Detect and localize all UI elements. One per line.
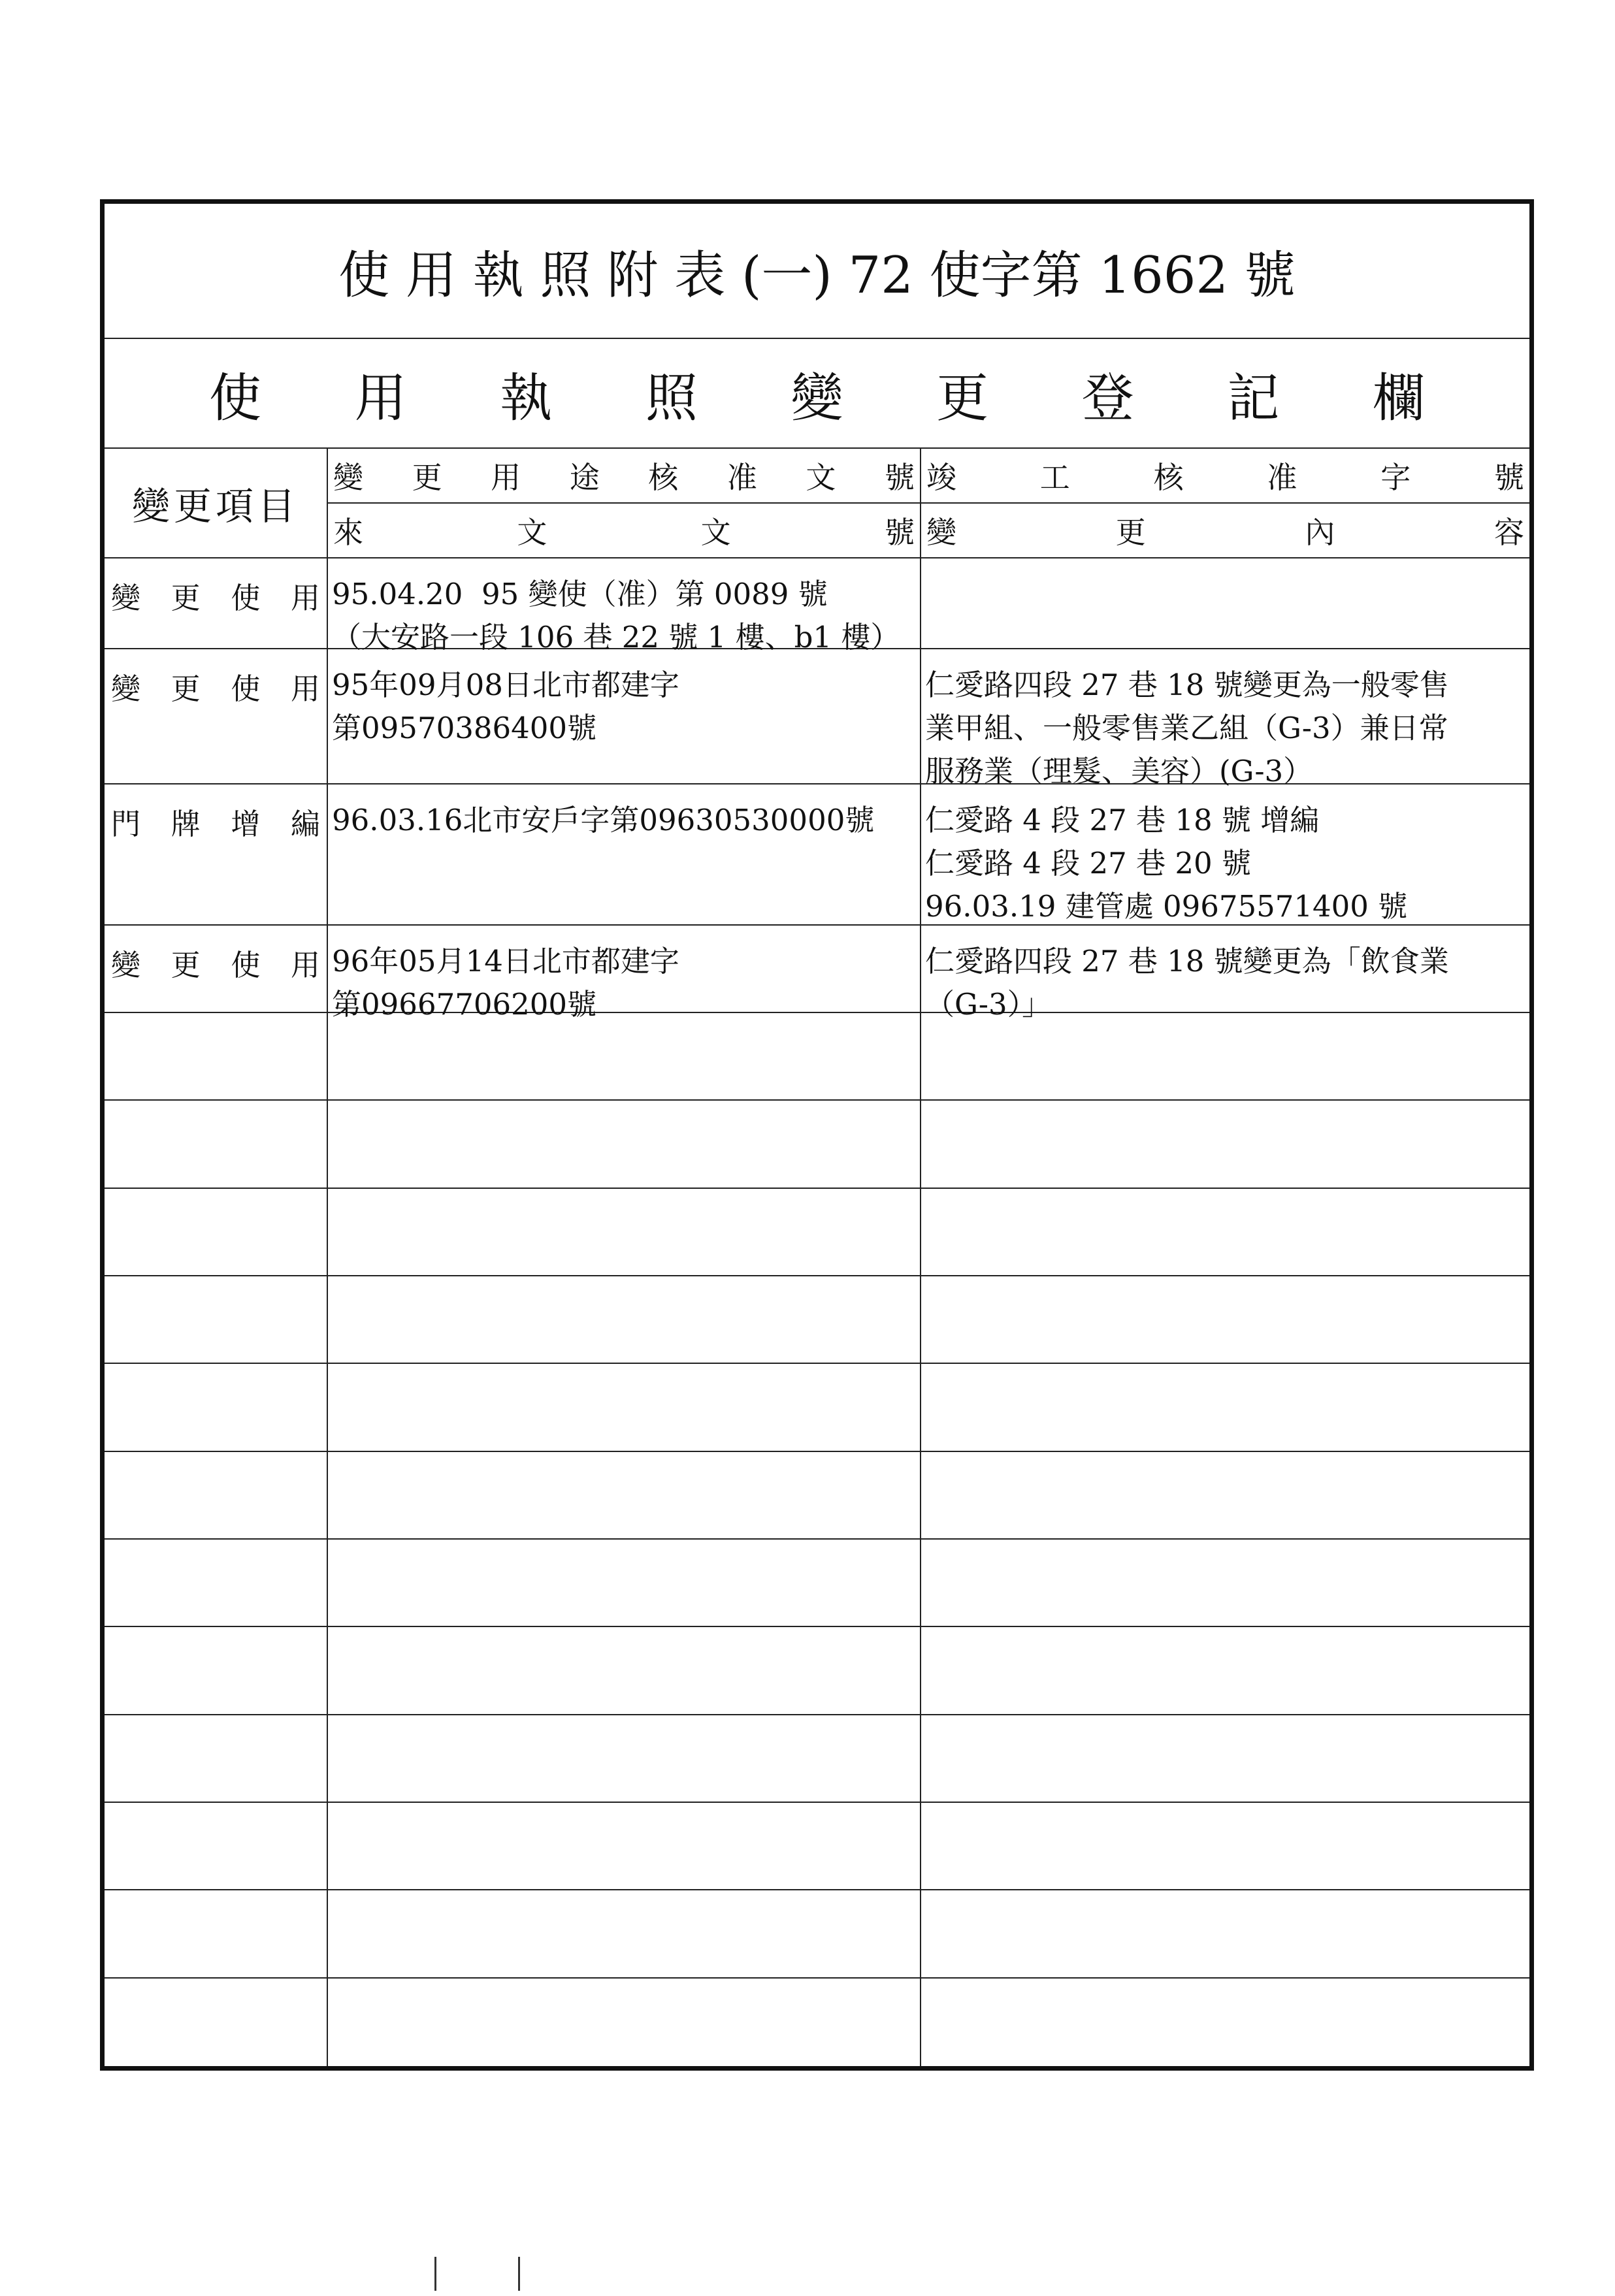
change-item-label: 變更項目 — [131, 484, 299, 528]
doc-number-token: 月 — [436, 944, 466, 978]
doc-number-cell — [328, 649, 921, 784]
empty-cell — [105, 1627, 328, 1715]
header-char: 容 — [1493, 515, 1524, 550]
empty-cell — [105, 1101, 328, 1188]
empty-cell — [105, 1276, 328, 1364]
change-content-header — [921, 504, 1529, 558]
doc-number-token: 7 — [436, 987, 455, 1022]
empty-cell — [105, 1452, 328, 1540]
change-content-line: 業甲組、一般零售業乙組（G-3）兼日常 — [925, 711, 1448, 745]
doc-number-token: 0 — [473, 987, 493, 1022]
empty-cell — [921, 1540, 1529, 1627]
doc-number-token: 95 — [332, 668, 370, 702]
change-item-char: 牌 — [171, 807, 201, 841]
empty-cell — [328, 1452, 921, 1540]
doc-number-token: 96.03.16北市安戶字第09630530000號 — [332, 803, 875, 837]
doc-number-token: （大安路一段 106 巷 22 號 1 樓、b1 樓） — [332, 620, 900, 655]
change-item-char: 使 — [231, 671, 261, 706]
incoming-doc-no-header — [328, 504, 921, 558]
change-content-cell — [921, 784, 1529, 926]
empty-cell — [328, 1540, 921, 1627]
change-item-cell — [105, 784, 328, 926]
change-item-char: 增 — [231, 807, 261, 841]
empty-cell — [105, 1979, 328, 2066]
empty-cell — [105, 1189, 328, 1276]
form-title-cell — [105, 204, 1529, 339]
empty-cell — [921, 1013, 1529, 1101]
change-item-cell — [105, 926, 328, 1013]
section-title-char: 使 — [209, 367, 261, 428]
header-char: 准 — [726, 460, 757, 495]
empty-cell — [328, 1364, 921, 1451]
doc-number-token: 96 — [332, 944, 370, 978]
change-content-cell — [921, 649, 1529, 788]
empty-cell — [921, 1276, 1529, 1364]
doc-number-line — [332, 707, 916, 750]
change-content-line: 服務業（理髮、美容）(G-3） — [925, 754, 1313, 788]
header-char: 號 — [884, 460, 915, 495]
doc-number-token: 年 — [369, 668, 399, 702]
change-item-char: 更 — [171, 948, 201, 982]
doc-number-token: 7 — [455, 987, 474, 1022]
change-content-cell — [921, 558, 1529, 649]
doc-number-cell — [328, 784, 921, 926]
change-content-cell — [921, 926, 1529, 1022]
doc-number-token: 0 — [548, 711, 568, 745]
header-char: 文 — [700, 515, 731, 550]
change-registration-form — [100, 199, 1534, 2071]
empty-cell — [921, 1452, 1529, 1540]
section-title — [209, 356, 1425, 431]
empty-cell — [328, 1979, 921, 2066]
doc-number-line — [332, 940, 916, 983]
change-item-cell — [105, 558, 328, 649]
empty-cell — [921, 1715, 1529, 1803]
empty-cell — [328, 1803, 921, 1890]
doc-number-token: 號 — [567, 711, 597, 745]
empty-cell — [328, 1627, 921, 1715]
empty-cell — [328, 1189, 921, 1276]
header-char: 文 — [806, 460, 836, 495]
change-item-char: 使 — [231, 948, 261, 982]
change-item-char: 更 — [171, 581, 201, 615]
approval-doc-no-header — [328, 449, 921, 504]
empty-cell — [921, 1189, 1529, 1276]
change-item-char: 門 — [111, 807, 141, 841]
change-item-cell — [105, 649, 328, 784]
header-char: 工 — [1039, 460, 1070, 495]
doc-number-cell — [328, 926, 921, 1022]
section-title-char: 更 — [936, 367, 989, 428]
section-title-char: 照 — [645, 367, 698, 428]
change-content-line: （G-3）」 — [925, 987, 1052, 1022]
header-char: 字 — [1380, 460, 1411, 495]
empty-cell — [328, 1013, 921, 1101]
doc-number-token: 日北市都建字 — [502, 668, 679, 702]
empty-cell — [105, 1540, 328, 1627]
empty-cell — [921, 1890, 1529, 1978]
empty-cell — [105, 1803, 328, 1890]
section-title-char: 欄 — [1373, 367, 1425, 428]
doc-number-token: 日北市都建字 — [502, 944, 679, 978]
empty-cell — [328, 1890, 921, 1978]
doc-number-token: 6 — [492, 987, 512, 1022]
section-title-char: 登 — [1081, 367, 1134, 428]
form-title: 使 用 執 照 附 表 (一) 72 使字第 1662 號 — [338, 246, 1296, 305]
empty-cell — [105, 1715, 328, 1803]
doc-number-token: 月 — [436, 668, 466, 702]
doc-number-token: 9 — [380, 711, 399, 745]
header-char: 更 — [1115, 515, 1146, 550]
doc-number-cell — [328, 558, 921, 655]
section-title-char: 用 — [354, 367, 407, 428]
doc-number-token: 0 — [361, 987, 380, 1022]
doc-number-token: 第 — [332, 711, 362, 745]
change-item-header — [105, 449, 328, 558]
header-char: 核 — [648, 460, 679, 495]
header-char: 號 — [1493, 460, 1524, 495]
empty-cell — [328, 1276, 921, 1364]
doc-number-token: 2 — [511, 987, 530, 1022]
header-char: 准 — [1267, 460, 1297, 495]
doc-number-token: 08 — [465, 668, 503, 702]
header-char: 號 — [884, 515, 915, 550]
doc-number-token: 7 — [417, 711, 436, 745]
doc-number-token: 0 — [529, 711, 549, 745]
header-char: 來 — [333, 515, 363, 550]
change-content-line: 仁愛路四段 27 巷 18 號變更為一般零售 — [925, 668, 1449, 702]
header-char: 內 — [1305, 515, 1335, 550]
doc-number-token: 0 — [548, 987, 568, 1022]
doc-number-token: 6 — [399, 987, 417, 1022]
header-char: 變 — [333, 460, 363, 495]
doc-number-token: 6 — [492, 711, 512, 745]
doc-number-line — [332, 664, 916, 707]
header-char: 核 — [1153, 460, 1184, 495]
empty-cell — [921, 1364, 1529, 1451]
doc-number-line — [332, 799, 916, 842]
change-item-char: 變 — [111, 948, 141, 982]
section-title-char: 執 — [500, 367, 553, 428]
doc-number-token: 95.04.20 95 變使（准）第 0089 號 — [332, 577, 828, 611]
doc-number-token: 號 — [567, 987, 597, 1022]
doc-number-token: 年 — [369, 944, 399, 978]
doc-number-token: 9 — [380, 987, 399, 1022]
doc-number-token: 05 — [399, 944, 436, 978]
header-char: 途 — [569, 460, 600, 495]
header-char: 用 — [491, 460, 521, 495]
doc-number-token: 6 — [417, 987, 436, 1022]
change-item-char: 用 — [290, 671, 320, 706]
doc-number-token: 第 — [332, 987, 362, 1022]
change-item-char: 變 — [111, 671, 141, 706]
empty-cell — [921, 1979, 1529, 2066]
doc-number-line — [332, 573, 916, 616]
doc-number-token: 5 — [399, 711, 417, 745]
doc-number-token: 0 — [529, 987, 549, 1022]
section-title-char: 記 — [1227, 367, 1280, 428]
doc-number-token: 0 — [361, 711, 380, 745]
empty-cell — [921, 1101, 1529, 1188]
change-content-line: 仁愛路四段 27 巷 18 號變更為「飲食業 — [925, 944, 1449, 978]
change-item-char: 使 — [231, 581, 261, 615]
header-char: 更 — [412, 460, 442, 495]
header-char: 竣 — [926, 460, 956, 495]
doc-number-token: 09 — [399, 668, 436, 702]
change-content-line: 仁愛路 4 段 27 巷 20 號 — [925, 846, 1251, 881]
doc-number-token: 8 — [473, 711, 493, 745]
change-item-char: 更 — [171, 671, 201, 706]
doc-number-token: 4 — [511, 711, 530, 745]
change-item-char: 用 — [290, 581, 320, 615]
change-item-char: 變 — [111, 581, 141, 615]
scan-edge-marks — [434, 2257, 526, 2296]
empty-cell — [105, 1890, 328, 1978]
change-item-char: 用 — [290, 948, 320, 982]
empty-cell — [328, 1715, 921, 1803]
header-char: 變 — [926, 515, 956, 550]
empty-cell — [105, 1364, 328, 1451]
empty-cell — [921, 1803, 1529, 1890]
change-content-line: 96.03.19 建管處 09675571400 號 — [925, 889, 1408, 924]
doc-number-token: 14 — [465, 944, 503, 978]
doc-number-token: 3 — [455, 711, 474, 745]
empty-cell — [105, 1013, 328, 1101]
section-title-cell — [105, 339, 1529, 449]
change-item-char: 編 — [290, 807, 320, 841]
doc-number-token: 0 — [436, 711, 455, 745]
change-content-line: 仁愛路 4 段 27 巷 18 號 增編 — [925, 803, 1320, 837]
header-char: 文 — [517, 515, 547, 550]
section-title-char: 變 — [791, 367, 843, 428]
completion-no-header — [921, 449, 1529, 504]
empty-cell — [921, 1627, 1529, 1715]
empty-cell — [328, 1101, 921, 1188]
